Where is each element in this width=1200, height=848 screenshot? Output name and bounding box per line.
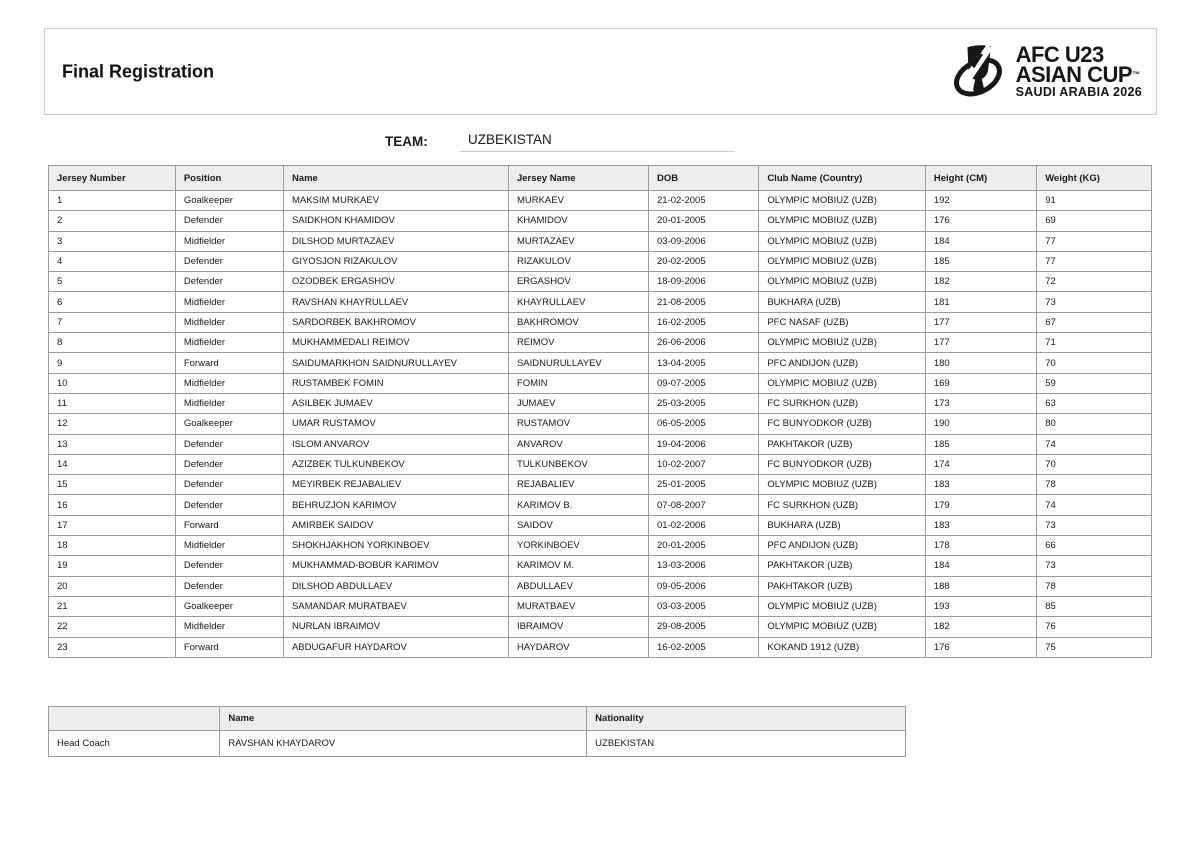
table-row — [49, 393, 1152, 413]
table-cell: ANVAROV — [508, 434, 648, 454]
table-cell: 70 — [1037, 454, 1152, 474]
table-cell: OLYMPIC MOBIUZ (UZB) — [759, 272, 926, 292]
table-row — [49, 515, 1152, 535]
table-cell: 7 — [49, 312, 176, 332]
table-row — [49, 231, 1152, 251]
table-row — [49, 495, 1152, 515]
column-header: Jersey Name — [508, 166, 648, 191]
table-cell: ISLOM ANVAROV — [283, 434, 508, 454]
trademark-symbol: ™ — [1132, 69, 1140, 79]
table-cell: 29-08-2005 — [649, 617, 759, 637]
table-cell: 03-03-2005 — [649, 596, 759, 616]
table-cell: 15 — [49, 475, 176, 495]
table-cell: 80 — [1037, 414, 1152, 434]
table-cell: Midfielder — [175, 373, 283, 393]
table-cell: OLYMPIC MOBIUZ (UZB) — [759, 475, 926, 495]
table-row — [49, 272, 1152, 292]
table-cell: Midfielder — [175, 393, 283, 413]
table-cell: BAKHROMOV — [508, 312, 648, 332]
table-cell: 76 — [1037, 617, 1152, 637]
table-cell: HAYDAROV — [508, 637, 648, 657]
table-row — [49, 211, 1152, 231]
table-cell: 8 — [49, 333, 176, 353]
table-cell: 173 — [925, 393, 1036, 413]
table-cell: 177 — [925, 333, 1036, 353]
table-cell: 67 — [1037, 312, 1152, 332]
table-cell: ERGASHOV — [508, 272, 648, 292]
table-cell: 21 — [49, 596, 176, 616]
table-cell: 73 — [1037, 556, 1152, 576]
table-row — [49, 333, 1152, 353]
table-cell: Defender — [175, 576, 283, 596]
table-cell: 2 — [49, 211, 176, 231]
table-cell: PFC ANDIJON (UZB) — [759, 536, 926, 556]
table-cell: Midfielder — [175, 231, 283, 251]
table-cell: 16-02-2005 — [649, 637, 759, 657]
table-cell: PAKHTAKOR (UZB) — [759, 556, 926, 576]
table-cell: OLYMPIC MOBIUZ (UZB) — [759, 596, 926, 616]
table-cell: 177 — [925, 312, 1036, 332]
column-header: Position — [175, 166, 283, 191]
table-cell: 13-03-2006 — [649, 556, 759, 576]
table-cell: 176 — [925, 211, 1036, 231]
players-table — [48, 165, 1152, 658]
table-cell: OLYMPIC MOBIUZ (UZB) — [759, 191, 926, 211]
table-cell: 25-03-2005 — [649, 393, 759, 413]
table-cell: 184 — [925, 231, 1036, 251]
table-cell: 20-01-2005 — [649, 211, 759, 231]
header-row — [49, 707, 906, 731]
table-cell: RAVSHAN KHAYDAROV — [220, 731, 587, 757]
table-cell: DILSHOD MURTAZAEV — [283, 231, 508, 251]
table-cell: OLYMPIC MOBIUZ (UZB) — [759, 211, 926, 231]
table-cell: 20 — [49, 576, 176, 596]
table-cell: 1 — [49, 191, 176, 211]
table-cell: AZIZBEK TULKUNBEKOV — [283, 454, 508, 474]
table-cell: KOKAND 1912 (UZB) — [759, 637, 926, 657]
tournament-logo — [946, 41, 1142, 103]
table-cell: 183 — [925, 475, 1036, 495]
table-cell: AMIRBEK SAIDOV — [283, 515, 508, 535]
table-cell: 10-02-2007 — [649, 454, 759, 474]
table-cell: SAMANDAR MURATBAEV — [283, 596, 508, 616]
table-cell: 74 — [1037, 495, 1152, 515]
table-cell: RUSTAMOV — [508, 414, 648, 434]
table-cell: 18-09-2006 — [649, 272, 759, 292]
table-cell: 19-04-2006 — [649, 434, 759, 454]
column-header: Name — [283, 166, 508, 191]
table-cell: 10 — [49, 373, 176, 393]
table-cell: PFC NASAF (UZB) — [759, 312, 926, 332]
column-header: Height (CM) — [925, 166, 1036, 191]
afc-trophy-icon — [946, 41, 1010, 103]
table-cell: Defender — [175, 495, 283, 515]
table-cell: 07-08-2007 — [649, 495, 759, 515]
table-cell: FC SURKHON (UZB) — [759, 495, 926, 515]
table-row — [49, 556, 1152, 576]
table-cell: 74 — [1037, 434, 1152, 454]
table-cell: 22 — [49, 617, 176, 637]
column-header: Club Name (Country) — [759, 166, 926, 191]
team-name-field[interactable]: UZBEKISTAN — [460, 132, 735, 152]
table-cell: 77 — [1037, 231, 1152, 251]
table-cell: BUKHARA (UZB) — [759, 292, 926, 312]
table-cell: 13 — [49, 434, 176, 454]
table-cell: 184 — [925, 556, 1036, 576]
table-row — [49, 312, 1152, 332]
table-cell: 85 — [1037, 596, 1152, 616]
table-cell: 71 — [1037, 333, 1152, 353]
table-row — [49, 434, 1152, 454]
table-cell: SAIDNURULLAYEV — [508, 353, 648, 373]
table-cell: 190 — [925, 414, 1036, 434]
table-cell: Head Coach — [49, 731, 220, 757]
table-cell: 182 — [925, 272, 1036, 292]
table-cell: OZODBEK ERGASHOV — [283, 272, 508, 292]
table-cell: BEHRUZJON KARIMOV — [283, 495, 508, 515]
table-cell: MURATBAEV — [508, 596, 648, 616]
table-cell: Forward — [175, 515, 283, 535]
table-cell: UMAR RUSTAMOV — [283, 414, 508, 434]
table-row — [49, 475, 1152, 495]
table-cell: ABDUGAFUR HAYDAROV — [283, 637, 508, 657]
table-cell: OLYMPIC MOBIUZ (UZB) — [759, 617, 926, 637]
table-cell: 180 — [925, 353, 1036, 373]
table-cell: 78 — [1037, 576, 1152, 596]
table-cell: Goalkeeper — [175, 414, 283, 434]
table-row — [49, 637, 1152, 657]
table-cell: 9 — [49, 353, 176, 373]
table-cell: MURTAZAEV — [508, 231, 648, 251]
table-cell: 17 — [49, 515, 176, 535]
table-cell: Forward — [175, 637, 283, 657]
table-cell: 11 — [49, 393, 176, 413]
table-row — [49, 414, 1152, 434]
column-header — [49, 707, 220, 731]
table-row — [49, 251, 1152, 271]
table-cell: 91 — [1037, 191, 1152, 211]
column-header: DOB — [649, 166, 759, 191]
table-cell: SAIDOV — [508, 515, 648, 535]
table-cell: Goalkeeper — [175, 191, 283, 211]
table-cell: 75 — [1037, 637, 1152, 657]
table-row — [49, 292, 1152, 312]
table-cell: 23 — [49, 637, 176, 657]
table-cell: SARDORBEK BAKHROMOV — [283, 312, 508, 332]
table-cell: 77 — [1037, 251, 1152, 271]
table-cell: 63 — [1037, 393, 1152, 413]
table-cell: Midfielder — [175, 292, 283, 312]
table-cell: SAIDKHON KHAMIDOV — [283, 211, 508, 231]
table-cell: 16-02-2005 — [649, 312, 759, 332]
table-cell: UZBEKISTAN — [587, 731, 906, 757]
team-label: TEAM: — [385, 134, 428, 149]
table-cell: Defender — [175, 454, 283, 474]
table-cell: FC BUNYODKOR (UZB) — [759, 454, 926, 474]
table-cell: 193 — [925, 596, 1036, 616]
table-cell: 188 — [925, 576, 1036, 596]
header-box — [44, 28, 1157, 115]
table-cell: 09-07-2005 — [649, 373, 759, 393]
table-cell: 181 — [925, 292, 1036, 312]
table-cell: KHAMIDOV — [508, 211, 648, 231]
table-cell: 09-05-2006 — [649, 576, 759, 596]
table-cell: FC SURKHON (UZB) — [759, 393, 926, 413]
table-cell: REIMOV — [508, 333, 648, 353]
table-cell: 20-01-2005 — [649, 536, 759, 556]
table-cell: REJABALIEV — [508, 475, 648, 495]
table-row — [49, 731, 906, 757]
table-cell: KARIMOV B. — [508, 495, 648, 515]
table-cell: 70 — [1037, 353, 1152, 373]
table-cell: 19 — [49, 556, 176, 576]
table-cell: Defender — [175, 272, 283, 292]
table-cell: NURLAN IBRAIMOV — [283, 617, 508, 637]
table-cell: OLYMPIC MOBIUZ (UZB) — [759, 251, 926, 271]
table-cell: 25-01-2005 — [649, 475, 759, 495]
table-cell: RUSTAMBEK FOMIN — [283, 373, 508, 393]
table-cell: 4 — [49, 251, 176, 271]
logo-text — [1015, 41, 1142, 99]
table-cell: GIYOSJON RIZAKULOV — [283, 251, 508, 271]
table-cell: PAKHTAKOR (UZB) — [759, 576, 926, 596]
table-cell: RAVSHAN KHAYRULLAEV — [283, 292, 508, 312]
table-cell: PAKHTAKOR (UZB) — [759, 434, 926, 454]
table-cell: 182 — [925, 617, 1036, 637]
table-cell: Defender — [175, 251, 283, 271]
table-cell: RIZAKULOV — [508, 251, 648, 271]
logo-line-2: ASIAN CUP™ — [1015, 61, 1140, 87]
table-cell: 78 — [1037, 475, 1152, 495]
table-cell: 5 — [49, 272, 176, 292]
table-row — [49, 536, 1152, 556]
table-cell: MEYIRBEK REJABALIEV — [283, 475, 508, 495]
table-cell: YORKINBOEV — [508, 536, 648, 556]
team-line — [0, 132, 1200, 156]
page-title: Final Registration — [62, 61, 215, 81]
column-header: Nationality — [587, 707, 906, 731]
table-cell: 18 — [49, 536, 176, 556]
column-header: Jersey Number — [49, 166, 176, 191]
table-cell: 21-02-2005 — [649, 191, 759, 211]
table-cell: OLYMPIC MOBIUZ (UZB) — [759, 373, 926, 393]
table-cell: 174 — [925, 454, 1036, 474]
table-cell: 73 — [1037, 292, 1152, 312]
table-cell: 169 — [925, 373, 1036, 393]
table-cell: OLYMPIC MOBIUZ (UZB) — [759, 231, 926, 251]
logo-line-3: SAUDI ARABIA 2026 — [1015, 84, 1142, 99]
table-cell: Midfielder — [175, 312, 283, 332]
table-cell: ABDULLAEV — [508, 576, 648, 596]
table-cell: KHAYRULLAEV — [508, 292, 648, 312]
table-cell: 06-05-2005 — [649, 414, 759, 434]
table-cell: 69 — [1037, 211, 1152, 231]
table-cell: FC BUNYODKOR (UZB) — [759, 414, 926, 434]
table-cell: MUKHAMMEDALI REIMOV — [283, 333, 508, 353]
table-cell: 21-08-2005 — [649, 292, 759, 312]
table-cell: 26-06-2006 — [649, 333, 759, 353]
table-cell: 14 — [49, 454, 176, 474]
table-cell: 185 — [925, 251, 1036, 271]
table-cell: Goalkeeper — [175, 596, 283, 616]
table-cell: SHOKHJAKHON YORKINBOEV — [283, 536, 508, 556]
table-cell: KARIMOV M. — [508, 556, 648, 576]
table-cell: 6 — [49, 292, 176, 312]
table-cell: MURKAEV — [508, 191, 648, 211]
column-header: Name — [220, 707, 587, 731]
table-cell: TULKUNBEKOV — [508, 454, 648, 474]
table-cell: Defender — [175, 475, 283, 495]
table-row — [49, 454, 1152, 474]
table-cell: 72 — [1037, 272, 1152, 292]
table-cell: 59 — [1037, 373, 1152, 393]
table-cell: 179 — [925, 495, 1036, 515]
table-cell: 192 — [925, 191, 1036, 211]
table-cell: Midfielder — [175, 333, 283, 353]
table-cell: 176 — [925, 637, 1036, 657]
table-cell: Midfielder — [175, 617, 283, 637]
table-cell: 66 — [1037, 536, 1152, 556]
table-cell: 3 — [49, 231, 176, 251]
table-cell: Forward — [175, 353, 283, 373]
table-row — [49, 596, 1152, 616]
table-row — [49, 373, 1152, 393]
table-row — [49, 191, 1152, 211]
table-cell: 183 — [925, 515, 1036, 535]
table-cell: BUKHARA (UZB) — [759, 515, 926, 535]
table-row — [49, 353, 1152, 373]
table-cell: Midfielder — [175, 536, 283, 556]
table-cell: JUMAEV — [508, 393, 648, 413]
table-cell: 73 — [1037, 515, 1152, 535]
table-cell: MAKSIM MURKAEV — [283, 191, 508, 211]
table-cell: MUKHAMMAD-BOBUR KARIMOV — [283, 556, 508, 576]
table-cell: SAIDUMARKHON SAIDNURULLAYEV — [283, 353, 508, 373]
table-cell: 20-02-2005 — [649, 251, 759, 271]
table-cell: Defender — [175, 434, 283, 454]
table-row — [49, 617, 1152, 637]
table-cell: 13-04-2005 — [649, 353, 759, 373]
logo-line-1: AFC U23 — [1015, 41, 1104, 67]
table-cell: OLYMPIC MOBIUZ (UZB) — [759, 333, 926, 353]
table-cell: Defender — [175, 556, 283, 576]
table-cell: FOMIN — [508, 373, 648, 393]
officials-table — [48, 706, 906, 757]
table-cell: ASILBEK JUMAEV — [283, 393, 508, 413]
table-cell: DILSHOD ABDULLAEV — [283, 576, 508, 596]
table-cell: IBRAIMOV — [508, 617, 648, 637]
table-cell: 03-09-2006 — [649, 231, 759, 251]
table-cell: 185 — [925, 434, 1036, 454]
table-cell: Defender — [175, 211, 283, 231]
table-cell: PFC ANDIJON (UZB) — [759, 353, 926, 373]
table-cell: 16 — [49, 495, 176, 515]
header-row — [49, 166, 1152, 191]
table-cell: 01-02-2006 — [649, 515, 759, 535]
column-header: Weight (KG) — [1037, 166, 1152, 191]
table-cell: 12 — [49, 414, 176, 434]
table-cell: 178 — [925, 536, 1036, 556]
table-row — [49, 576, 1152, 596]
